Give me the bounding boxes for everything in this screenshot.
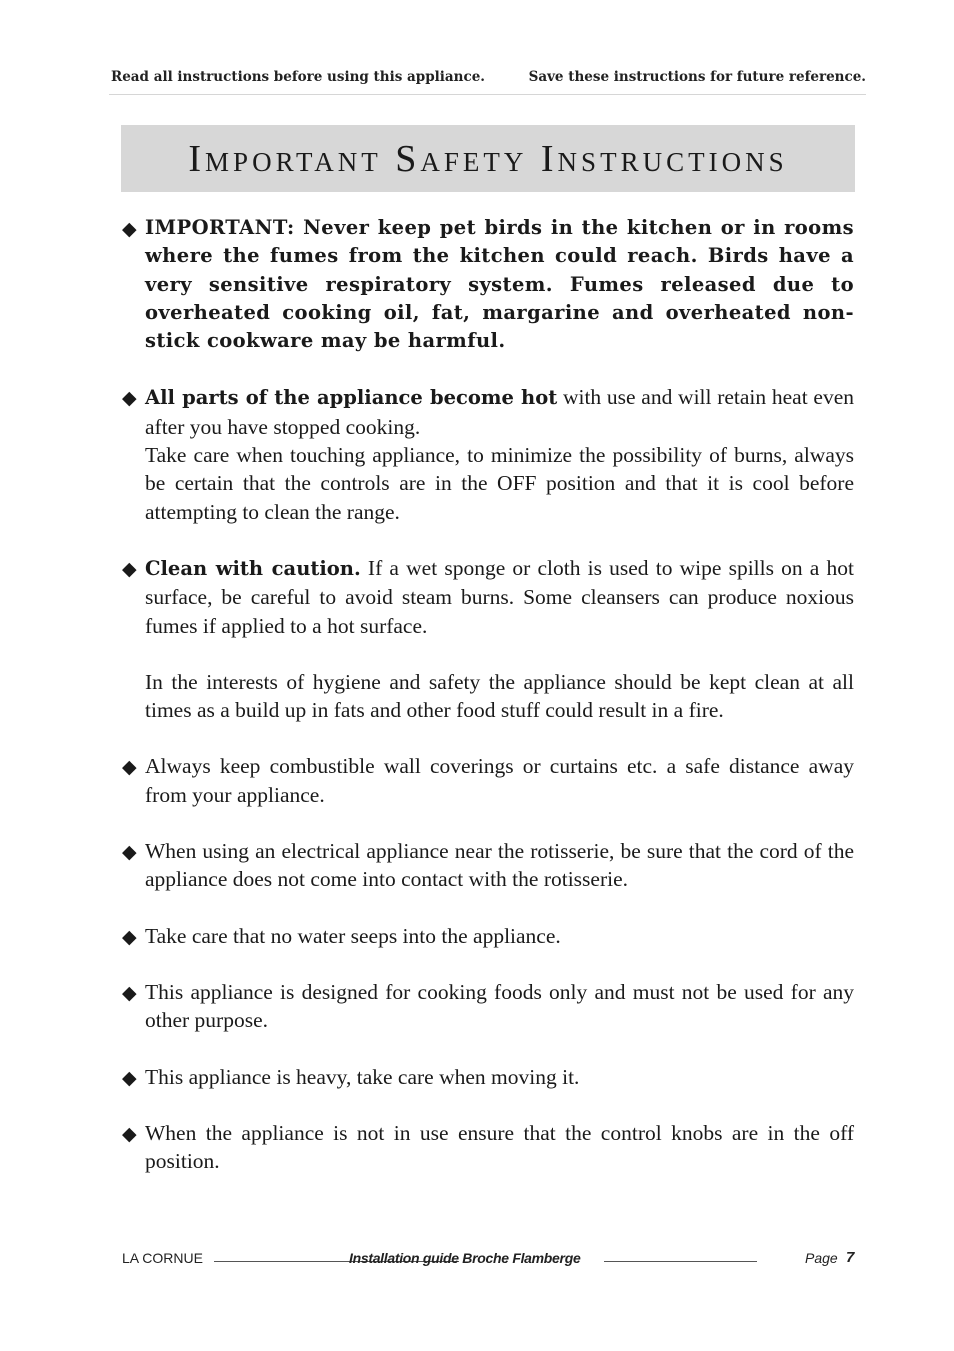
- spacer: [122, 526, 854, 554]
- spacer: [145, 640, 854, 668]
- list-item-wall-coverings: [122, 752, 854, 809]
- list-item-hot-parts: [122, 383, 854, 525]
- item-text: Take care that no water seeps into the appliance.: [145, 923, 561, 948]
- black-diamond-icon: ◆: [122, 756, 137, 779]
- item-text: When using an electrical appliance near the rotisserie, be sure that the cord of the appliance does not come into contact with the rotisserie.: [145, 839, 854, 892]
- spacer: [122, 1091, 854, 1119]
- header-right-text: Save these instructions for future reference.: [528, 69, 866, 85]
- spacer: [122, 950, 854, 978]
- page-footer: [122, 1250, 856, 1270]
- item-text: Always keep combustible wall coverings or curtains etc. a safe distance away from your appliance.: [145, 754, 854, 807]
- item-lead: All parts of the appliance become hot: [145, 386, 558, 410]
- item-extra: In the interests of hygiene and safety the appliance should be kept clean at all times as a build up in fats and other food stuff could result in a fire.: [145, 669, 854, 723]
- safety-instructions-list: [122, 214, 854, 1175]
- list-item-electrical-cord: [122, 837, 854, 894]
- item-text: This appliance is heavy, take care when moving it.: [145, 1064, 580, 1089]
- item-text: IMPORTANT: Never keep pet birds in the kitchen or in rooms where the fumes from the kitchen could reach. Birds have a very sensitive respiratory system. Fumes released due to overheated cooking oil, fat, margarine and overheated non-stick cookware may be harmful.: [145, 216, 854, 353]
- footer-brand: LA CORNUE: [122, 1250, 203, 1266]
- spacer: [122, 894, 854, 922]
- list-item-purpose: [122, 978, 854, 1035]
- list-item-birds: [122, 214, 854, 355]
- header-left-text: Read all instructions before using this appliance.: [111, 69, 485, 85]
- footer-rule-right: [604, 1261, 757, 1262]
- footer-guide-title: Installation guide Broche Flamberge: [349, 1250, 581, 1266]
- black-diamond-icon: ◆: [122, 557, 137, 580]
- footer-page-number: 7: [846, 1249, 855, 1266]
- black-diamond-icon: ◆: [122, 1122, 137, 1145]
- title-banner: [121, 125, 855, 192]
- black-diamond-icon: ◆: [122, 387, 137, 410]
- black-diamond-icon: ◆: [122, 981, 137, 1004]
- black-diamond-icon: ◆: [122, 1066, 137, 1089]
- spacer: [122, 1035, 854, 1063]
- spacer: [122, 724, 854, 752]
- item-text: [145, 383, 854, 441]
- footer-page-label: Page: [805, 1250, 838, 1266]
- spacer: [122, 809, 854, 837]
- list-item-water: [122, 922, 854, 950]
- list-item-control-knobs: [122, 1119, 854, 1176]
- item-text: When the appliance is not in use ensure that the control knobs are in the off position.: [145, 1120, 854, 1174]
- black-diamond-icon: ◆: [122, 841, 137, 864]
- item-body: If a wet sponge or cloth is used to wipe spills on a hot surface, be careful to avoid steam burns. Some cleansers can produce noxious fumes if applied to a hot surface.: [145, 555, 854, 638]
- header-divider: [109, 94, 866, 95]
- list-item-heavy: [122, 1063, 854, 1091]
- item-extra: Take care when touching appliance, to minimize the possibility of burns, always be certain that the controls are in the OFF position and that it is cool before attempting to clean the range.: [145, 443, 854, 524]
- list-item-clean-caution: [122, 554, 854, 724]
- item-body: with use and will retain heat even after you have stopped cooking.: [145, 385, 854, 439]
- page-title: Important Safety Instructions: [188, 137, 788, 180]
- black-diamond-icon: ◆: [122, 925, 137, 948]
- item-text: [145, 554, 854, 640]
- item-text: This appliance is designed for cooking foods only and must not be used for any other purpose.: [145, 979, 854, 1033]
- item-lead: Clean with caution.: [145, 556, 361, 580]
- spacer: [122, 355, 854, 383]
- black-diamond-icon: ◆: [122, 218, 138, 240]
